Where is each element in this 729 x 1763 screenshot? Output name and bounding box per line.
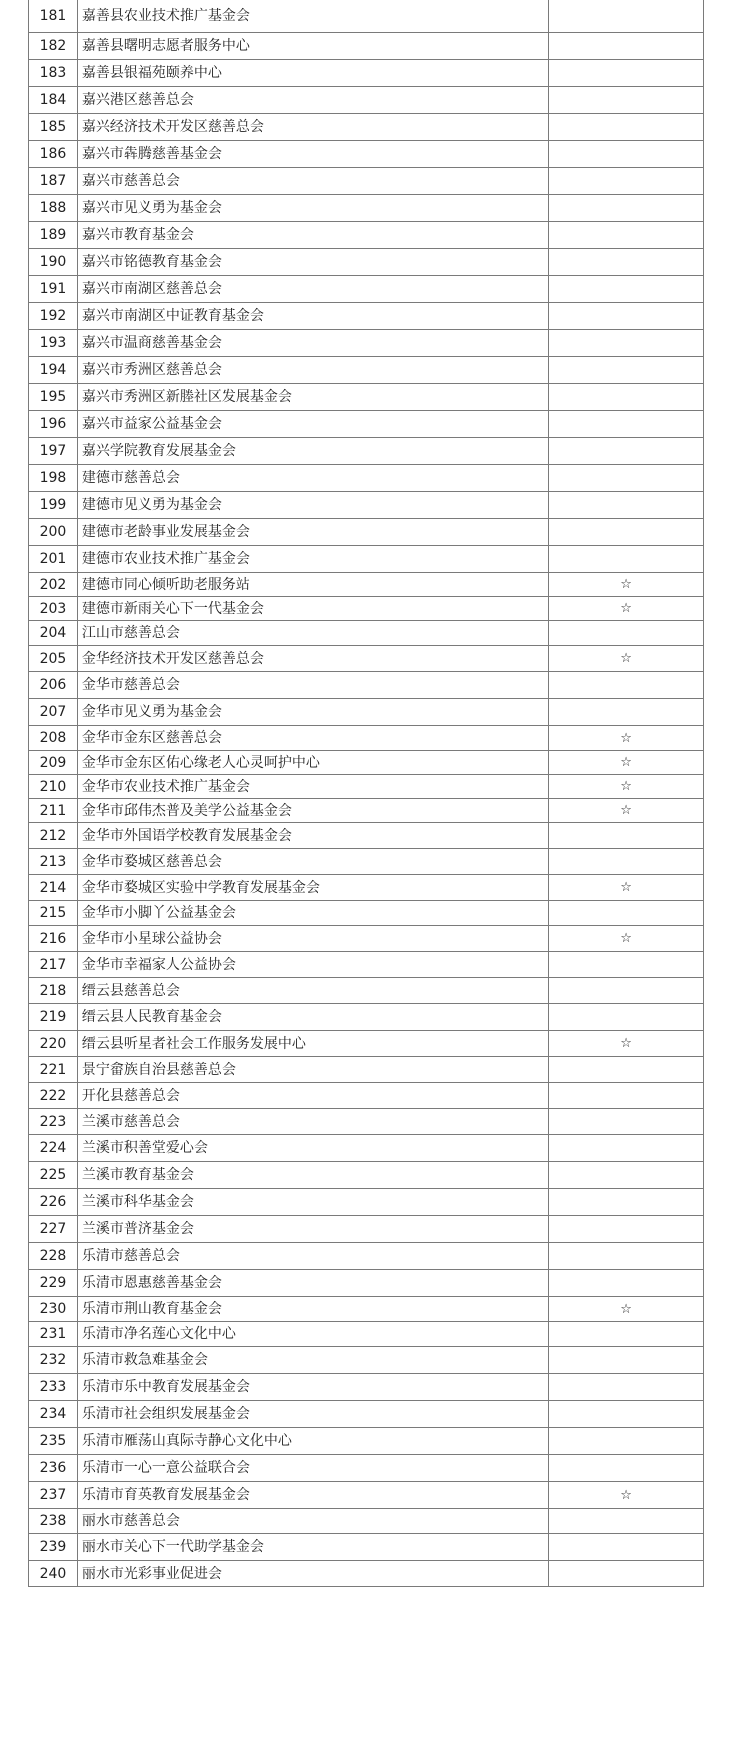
table-row — [28, 33, 704, 60]
table-row — [28, 926, 704, 952]
row-number: 212 — [29, 823, 78, 848]
organization-name: 金华市幸福家人公益协会 — [78, 952, 549, 977]
row-number: 209 — [29, 751, 78, 774]
organization-name: 乐清市乐中教育发展基金会 — [78, 1374, 549, 1400]
table-row — [28, 875, 704, 901]
star-mark-icon — [549, 1561, 704, 1586]
star-mark-icon — [549, 195, 704, 221]
star-mark-icon — [549, 357, 704, 383]
star-mark-icon — [549, 438, 704, 464]
table-row — [28, 114, 704, 141]
table-row — [28, 1057, 704, 1083]
table-row — [28, 799, 704, 823]
row-number: 192 — [29, 303, 78, 329]
row-number: 186 — [29, 141, 78, 167]
row-number: 230 — [29, 1297, 78, 1321]
organization-name: 嘉兴市温商慈善基金会 — [78, 330, 549, 356]
row-number: 205 — [29, 646, 78, 671]
table-row — [28, 1004, 704, 1031]
row-number: 226 — [29, 1189, 78, 1215]
row-number: 234 — [29, 1401, 78, 1427]
star-mark-icon — [549, 249, 704, 275]
row-number: 204 — [29, 621, 78, 645]
star-mark-icon — [549, 1135, 704, 1161]
organization-name: 金华市外国语学校教育发展基金会 — [78, 823, 549, 848]
table-row — [28, 438, 704, 465]
table-row — [28, 849, 704, 875]
table-row — [28, 1109, 704, 1135]
row-number: 187 — [29, 168, 78, 194]
star-mark-icon: ☆ — [549, 775, 704, 798]
organization-name: 乐清市恩惠慈善基金会 — [78, 1270, 549, 1296]
star-mark-icon: ☆ — [549, 1482, 704, 1508]
star-mark-icon — [549, 222, 704, 248]
star-mark-icon — [549, 823, 704, 848]
table-row — [28, 1243, 704, 1270]
row-number: 203 — [29, 597, 78, 620]
row-number: 237 — [29, 1482, 78, 1508]
star-mark-icon — [549, 114, 704, 140]
star-mark-icon — [549, 519, 704, 545]
organization-name: 嘉兴市教育基金会 — [78, 222, 549, 248]
row-number: 220 — [29, 1031, 78, 1056]
star-mark-icon — [549, 952, 704, 977]
row-number: 202 — [29, 573, 78, 596]
row-number: 208 — [29, 726, 78, 750]
table-row — [28, 222, 704, 249]
organization-name: 开化县慈善总会 — [78, 1083, 549, 1108]
row-number: 198 — [29, 465, 78, 491]
table-row — [28, 168, 704, 195]
table-row — [28, 519, 704, 546]
table-row — [28, 726, 704, 751]
table-row — [28, 646, 704, 672]
table-row — [28, 978, 704, 1004]
row-number: 185 — [29, 114, 78, 140]
organization-name: 乐清市荆山教育基金会 — [78, 1297, 549, 1321]
organization-name: 金华市婺城区慈善总会 — [78, 849, 549, 874]
star-mark-icon — [549, 1057, 704, 1082]
star-mark-icon — [549, 1243, 704, 1269]
organization-name: 乐清市慈善总会 — [78, 1243, 549, 1269]
row-number: 182 — [29, 33, 78, 59]
star-mark-icon — [549, 1216, 704, 1242]
table-row — [28, 249, 704, 276]
organization-name: 兰溪市普济基金会 — [78, 1216, 549, 1242]
star-mark-icon: ☆ — [549, 875, 704, 900]
table-row — [28, 672, 704, 699]
table-row — [28, 1031, 704, 1057]
row-number: 193 — [29, 330, 78, 356]
star-mark-icon — [549, 699, 704, 725]
organization-name: 兰溪市科华基金会 — [78, 1189, 549, 1215]
table-row — [28, 1401, 704, 1428]
organization-name: 嘉兴市南湖区慈善总会 — [78, 276, 549, 302]
table-row — [28, 1270, 704, 1297]
star-mark-icon: ☆ — [549, 926, 704, 951]
star-mark-icon — [549, 1083, 704, 1108]
star-mark-icon — [549, 492, 704, 518]
table-row — [28, 1162, 704, 1189]
organization-name: 建德市老龄事业发展基金会 — [78, 519, 549, 545]
star-mark-icon: ☆ — [549, 573, 704, 596]
table-row — [28, 751, 704, 775]
organization-name: 建德市新雨关心下一代基金会 — [78, 597, 549, 620]
table-row — [28, 597, 704, 621]
row-number: 227 — [29, 1216, 78, 1242]
row-number: 238 — [29, 1509, 78, 1533]
row-number: 196 — [29, 411, 78, 437]
table-row — [28, 303, 704, 330]
row-number: 197 — [29, 438, 78, 464]
row-number: 233 — [29, 1374, 78, 1400]
table-row — [28, 1455, 704, 1482]
star-mark-icon — [549, 168, 704, 194]
star-mark-icon — [549, 1509, 704, 1533]
table-row — [28, 0, 704, 33]
organization-name: 金华市慈善总会 — [78, 672, 549, 698]
star-mark-icon — [549, 901, 704, 925]
table-row — [28, 1135, 704, 1162]
row-number: 207 — [29, 699, 78, 725]
star-mark-icon — [549, 1189, 704, 1215]
row-number: 223 — [29, 1109, 78, 1134]
row-number: 221 — [29, 1057, 78, 1082]
star-mark-icon — [549, 849, 704, 874]
row-number: 189 — [29, 222, 78, 248]
table-row — [28, 1534, 704, 1561]
organization-name: 嘉兴市益家公益基金会 — [78, 411, 549, 437]
star-mark-icon — [549, 546, 704, 572]
row-number: 195 — [29, 384, 78, 410]
organization-name: 金华市金东区佑心缘老人心灵呵护中心 — [78, 751, 549, 774]
organization-name: 嘉兴港区慈善总会 — [78, 87, 549, 113]
row-number: 188 — [29, 195, 78, 221]
star-mark-icon: ☆ — [549, 799, 704, 822]
organization-name: 乐清市雁荡山真际寺静心文化中心 — [78, 1428, 549, 1454]
organization-name: 缙云县听星者社会工作服务发展中心 — [78, 1031, 549, 1056]
star-mark-icon — [549, 1428, 704, 1454]
star-mark-icon — [549, 621, 704, 645]
star-mark-icon — [549, 303, 704, 329]
table-row — [28, 384, 704, 411]
organization-name: 嘉善县银福苑颐养中心 — [78, 60, 549, 86]
star-mark-icon — [549, 87, 704, 113]
organization-name: 嘉兴经济技术开发区慈善总会 — [78, 114, 549, 140]
star-mark-icon — [549, 978, 704, 1003]
organization-name: 金华市邱伟杰普及美学公益基金会 — [78, 799, 549, 822]
star-mark-icon — [549, 1270, 704, 1296]
organization-name: 建德市见义勇为基金会 — [78, 492, 549, 518]
organization-name: 嘉善县曙明志愿者服务中心 — [78, 33, 549, 59]
organization-name: 金华市金东区慈善总会 — [78, 726, 549, 750]
organization-name: 江山市慈善总会 — [78, 621, 549, 645]
table-row — [28, 357, 704, 384]
organization-name: 丽水市关心下一代助学基金会 — [78, 1534, 549, 1560]
table-row — [28, 492, 704, 519]
star-mark-icon: ☆ — [549, 1297, 704, 1321]
star-mark-icon — [549, 465, 704, 491]
row-number: 219 — [29, 1004, 78, 1030]
row-number: 206 — [29, 672, 78, 698]
star-mark-icon — [549, 141, 704, 167]
row-number: 191 — [29, 276, 78, 302]
table-row — [28, 775, 704, 799]
organization-name: 嘉兴市铭德教育基金会 — [78, 249, 549, 275]
organization-name: 建德市慈善总会 — [78, 465, 549, 491]
organization-name: 金华市见义勇为基金会 — [78, 699, 549, 725]
organization-name: 兰溪市慈善总会 — [78, 1109, 549, 1134]
table-row — [28, 901, 704, 926]
row-number: 181 — [29, 0, 78, 32]
table-row — [28, 411, 704, 438]
organization-name: 丽水市光彩事业促进会 — [78, 1561, 549, 1586]
star-mark-icon — [549, 1347, 704, 1373]
organization-name: 嘉兴市南湖区中证教育基金会 — [78, 303, 549, 329]
organization-name: 丽水市慈善总会 — [78, 1509, 549, 1533]
table-row — [28, 1297, 704, 1322]
star-mark-icon: ☆ — [549, 726, 704, 750]
row-number: 240 — [29, 1561, 78, 1586]
table-row — [28, 141, 704, 168]
table-row — [28, 1216, 704, 1243]
table-row — [28, 1374, 704, 1401]
row-number: 235 — [29, 1428, 78, 1454]
table-row — [28, 87, 704, 114]
star-mark-icon — [549, 1534, 704, 1560]
organization-name: 金华市农业技术推广基金会 — [78, 775, 549, 798]
row-number: 210 — [29, 775, 78, 798]
star-mark-icon: ☆ — [549, 751, 704, 774]
table-row — [28, 1509, 704, 1534]
row-number: 231 — [29, 1322, 78, 1346]
star-mark-icon: ☆ — [549, 597, 704, 620]
table-row — [28, 1482, 704, 1509]
row-number: 217 — [29, 952, 78, 977]
table-row — [28, 1561, 704, 1587]
row-number: 239 — [29, 1534, 78, 1560]
star-mark-icon — [549, 672, 704, 698]
table-row — [28, 621, 704, 646]
star-mark-icon — [549, 60, 704, 86]
organization-name: 乐清市一心一意公益联合会 — [78, 1455, 549, 1481]
organization-name: 金华经济技术开发区慈善总会 — [78, 646, 549, 671]
organization-name: 嘉兴市秀洲区慈善总会 — [78, 357, 549, 383]
row-number: 224 — [29, 1135, 78, 1161]
row-number: 222 — [29, 1083, 78, 1108]
star-mark-icon: ☆ — [549, 646, 704, 671]
table-row — [28, 330, 704, 357]
row-number: 215 — [29, 901, 78, 925]
organization-name: 嘉兴市秀洲区新塍社区发展基金会 — [78, 384, 549, 410]
star-mark-icon — [549, 1162, 704, 1188]
organization-name: 嘉兴市犇腾慈善基金会 — [78, 141, 549, 167]
organization-name: 嘉兴学院教育发展基金会 — [78, 438, 549, 464]
star-mark-icon — [549, 384, 704, 410]
organization-name: 建德市农业技术推广基金会 — [78, 546, 549, 572]
row-number: 199 — [29, 492, 78, 518]
table-row — [28, 1189, 704, 1216]
organization-name: 缙云县慈善总会 — [78, 978, 549, 1003]
star-mark-icon — [549, 1004, 704, 1030]
organization-name: 金华市婺城区实验中学教育发展基金会 — [78, 875, 549, 900]
table-row — [28, 1083, 704, 1109]
star-mark-icon — [549, 276, 704, 302]
row-number: 228 — [29, 1243, 78, 1269]
table-row — [28, 1428, 704, 1455]
table-row — [28, 573, 704, 597]
row-number: 201 — [29, 546, 78, 572]
organization-name: 嘉善县农业技术推广基金会 — [78, 0, 549, 32]
table-row — [28, 276, 704, 303]
row-number: 200 — [29, 519, 78, 545]
row-number: 229 — [29, 1270, 78, 1296]
row-number: 232 — [29, 1347, 78, 1373]
organization-name: 乐清市净名莲心文化中心 — [78, 1322, 549, 1346]
organization-name: 兰溪市教育基金会 — [78, 1162, 549, 1188]
row-number: 214 — [29, 875, 78, 900]
table-row — [28, 952, 704, 978]
organization-name: 乐清市社会组织发展基金会 — [78, 1401, 549, 1427]
star-mark-icon — [549, 1322, 704, 1346]
table-row — [28, 1322, 704, 1347]
star-mark-icon — [549, 411, 704, 437]
row-number: 184 — [29, 87, 78, 113]
star-mark-icon: ☆ — [549, 1031, 704, 1056]
row-number: 211 — [29, 799, 78, 822]
table-row — [28, 1347, 704, 1374]
row-number: 216 — [29, 926, 78, 951]
table-row — [28, 699, 704, 726]
organization-name: 缙云县人民教育基金会 — [78, 1004, 549, 1030]
star-mark-icon — [549, 1374, 704, 1400]
organization-table — [28, 0, 704, 1587]
organization-name: 嘉兴市见义勇为基金会 — [78, 195, 549, 221]
table-row — [28, 465, 704, 492]
table-row — [28, 60, 704, 87]
organization-name: 金华市小星球公益协会 — [78, 926, 549, 951]
star-mark-icon — [549, 330, 704, 356]
organization-name: 乐清市育英教育发展基金会 — [78, 1482, 549, 1508]
star-mark-icon — [549, 0, 704, 32]
table-row — [28, 823, 704, 849]
row-number: 236 — [29, 1455, 78, 1481]
row-number: 190 — [29, 249, 78, 275]
table-row — [28, 546, 704, 573]
organization-name: 建德市同心倾听助老服务站 — [78, 573, 549, 596]
star-mark-icon — [549, 33, 704, 59]
row-number: 213 — [29, 849, 78, 874]
star-mark-icon — [549, 1455, 704, 1481]
organization-name: 景宁畲族自治县慈善总会 — [78, 1057, 549, 1082]
star-mark-icon — [549, 1401, 704, 1427]
row-number: 194 — [29, 357, 78, 383]
row-number: 225 — [29, 1162, 78, 1188]
table-row — [28, 195, 704, 222]
organization-name: 金华市小脚丫公益基金会 — [78, 901, 549, 925]
organization-name: 嘉兴市慈善总会 — [78, 168, 549, 194]
star-mark-icon — [549, 1109, 704, 1134]
row-number: 218 — [29, 978, 78, 1003]
organization-name: 兰溪市积善堂爱心会 — [78, 1135, 549, 1161]
row-number: 183 — [29, 60, 78, 86]
organization-name: 乐清市救急难基金会 — [78, 1347, 549, 1373]
